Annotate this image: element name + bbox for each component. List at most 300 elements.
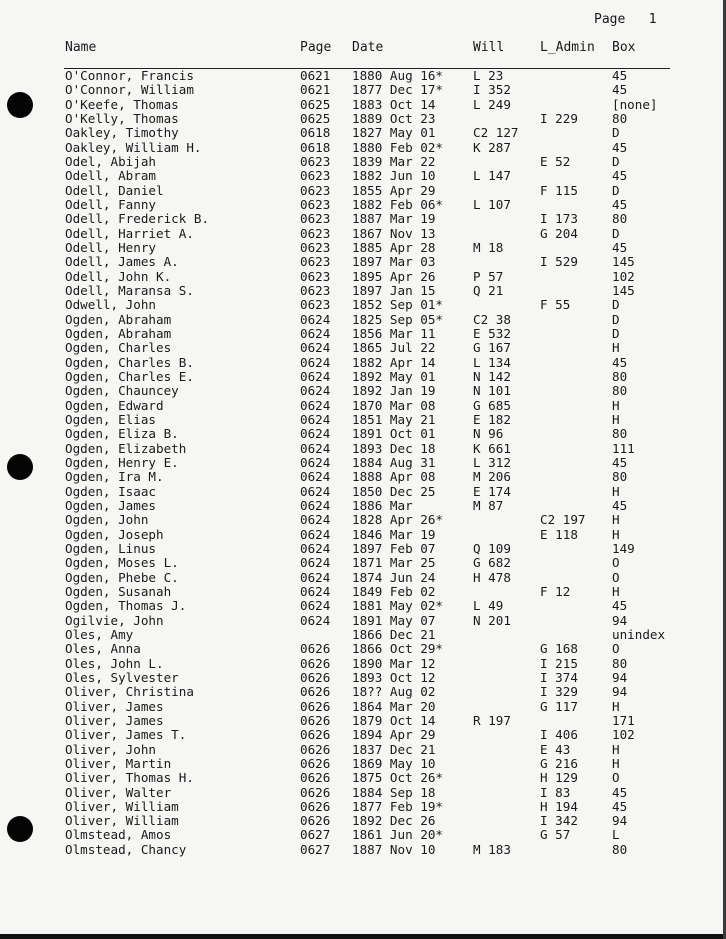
table-row xyxy=(0,556,726,570)
cell-will: L 134 xyxy=(473,354,511,370)
table-row xyxy=(0,399,726,413)
cell-name: Ogilvie, John xyxy=(65,612,164,628)
cell-admin: I 83 xyxy=(540,784,571,800)
cell-box: 80 xyxy=(612,426,628,442)
cell-box: 45 xyxy=(612,454,628,470)
header-admin: L_Admin xyxy=(540,40,595,55)
table-row xyxy=(0,126,726,140)
cell-page: 0627 xyxy=(300,827,331,843)
cell-box: L xyxy=(612,827,620,843)
cell-box: D xyxy=(612,325,620,341)
cell-admin: H 194 xyxy=(540,798,578,814)
cell-name: Olmstead, Chancy xyxy=(65,841,187,857)
cell-page: 0626 xyxy=(300,641,331,657)
cell-admin: F 12 xyxy=(540,583,571,599)
cell-box: 45 xyxy=(612,598,628,614)
cell-will: L 147 xyxy=(473,168,511,184)
cell-box: O xyxy=(612,641,620,657)
cell-date: 1828 Apr 26* xyxy=(352,512,443,528)
cell-admin: I 173 xyxy=(540,211,578,227)
cell-page: 0625 xyxy=(300,110,331,126)
cell-admin: F 55 xyxy=(540,297,571,313)
cell-will: M 183 xyxy=(473,841,511,857)
cell-date: 1877 Dec 17* xyxy=(352,82,443,98)
table-row xyxy=(0,714,726,728)
cell-date: 1890 Mar 12 xyxy=(352,655,436,671)
table-row xyxy=(0,485,726,499)
cell-date: 1892 May 01 xyxy=(352,368,436,384)
cell-will: L 49 xyxy=(473,598,504,614)
header-box: Box xyxy=(612,40,636,55)
cell-date: 1893 Oct 12 xyxy=(352,669,436,685)
cell-admin: E 118 xyxy=(540,526,578,542)
table-row xyxy=(0,542,726,556)
cell-name: Ogden, Abraham xyxy=(65,311,172,327)
cell-admin: I 342 xyxy=(540,813,578,829)
cell-box: 149 xyxy=(612,540,635,556)
table-row xyxy=(0,657,726,671)
table-row xyxy=(0,427,726,441)
cell-date: 1882 Feb 06* xyxy=(352,196,443,212)
cell-name: Olmstead, Amos xyxy=(65,827,172,843)
cell-date: 1839 Mar 22 xyxy=(352,153,436,169)
cell-date: 1893 Dec 18 xyxy=(352,440,436,456)
cell-page: 0624 xyxy=(300,612,331,628)
cell-name: Odell, Fanny xyxy=(65,196,156,212)
cell-date: 1885 Apr 28 xyxy=(352,239,436,255)
table-row xyxy=(0,814,726,828)
cell-will: C2 38 xyxy=(473,311,511,327)
cell-date: 1861 Jun 20* xyxy=(352,827,443,843)
cell-will: C2 127 xyxy=(473,125,519,141)
cell-page: 0623 xyxy=(300,168,331,184)
cell-date: 1882 Jun 10 xyxy=(352,168,436,184)
header-date: Date xyxy=(352,40,384,55)
table-row xyxy=(0,728,726,742)
table-row xyxy=(0,270,726,284)
table-row xyxy=(0,227,726,241)
table-row xyxy=(0,456,726,470)
cell-date: 1881 May 02* xyxy=(352,598,443,614)
cell-will: Q 109 xyxy=(473,540,511,556)
cell-page: 0626 xyxy=(300,798,331,814)
cell-box: O xyxy=(612,555,620,571)
cell-name: Odell, Abram xyxy=(65,168,156,184)
table-row xyxy=(0,843,726,857)
cell-name: Ogden, Joseph xyxy=(65,526,164,542)
cell-page: 0624 xyxy=(300,526,331,542)
cell-admin: C2 197 xyxy=(540,512,586,528)
cell-box: H xyxy=(612,583,620,599)
cell-box: 94 xyxy=(612,813,628,829)
cell-name: Oliver, Thomas H. xyxy=(65,770,194,786)
cell-name: Oliver, William xyxy=(65,798,179,814)
cell-name: Ogden, Elizabeth xyxy=(65,440,187,456)
cell-admin: H 129 xyxy=(540,770,578,786)
cell-date: 1888 Apr 08 xyxy=(352,469,436,485)
cell-date: 1866 Dec 21 xyxy=(352,626,436,642)
cell-box: 45 xyxy=(612,798,628,814)
cell-date: 1867 Nov 13 xyxy=(352,225,436,241)
cell-will: E 182 xyxy=(473,411,511,427)
cell-box: D xyxy=(612,182,620,198)
cell-page: 0624 xyxy=(300,426,331,442)
cell-page: 0624 xyxy=(300,340,331,356)
cell-admin: G 168 xyxy=(540,641,578,657)
table-row xyxy=(0,98,726,112)
cell-admin: E 43 xyxy=(540,741,571,757)
cell-box: 80 xyxy=(612,368,628,384)
cell-box: 145 xyxy=(612,254,635,270)
table-row xyxy=(0,585,726,599)
cell-name: Oliver, James T. xyxy=(65,727,187,743)
cell-page: 0626 xyxy=(300,784,331,800)
cell-name: Ogden, Isaac xyxy=(65,483,156,499)
cell-date: 1846 Mar 19 xyxy=(352,526,436,542)
cell-box: H xyxy=(612,741,620,757)
cell-name: Oles, Anna xyxy=(65,641,141,657)
cell-page: 0624 xyxy=(300,354,331,370)
cell-will: M 206 xyxy=(473,469,511,485)
cell-page: 0624 xyxy=(300,411,331,427)
cell-admin: I 406 xyxy=(540,727,578,743)
cell-date: 1880 Feb 02* xyxy=(352,139,443,155)
cell-box: H xyxy=(612,483,620,499)
cell-date: 1897 Feb 07 xyxy=(352,540,436,556)
cell-date: 1849 Feb 02 xyxy=(352,583,436,599)
cell-box: H xyxy=(612,698,620,714)
table-row xyxy=(0,356,726,370)
cell-name: Ogden, Chauncey xyxy=(65,383,179,399)
cell-date: 1850 Dec 25 xyxy=(352,483,436,499)
cell-box: 171 xyxy=(612,712,635,728)
cell-box: 45 xyxy=(612,497,628,513)
cell-name: Ogden, Edward xyxy=(65,397,164,413)
table-row xyxy=(0,528,726,542)
cell-date: 1884 Aug 31 xyxy=(352,454,436,470)
cell-will: E 532 xyxy=(473,325,511,341)
cell-page: 0624 xyxy=(300,483,331,499)
cell-page: 0624 xyxy=(300,512,331,528)
cell-date: 1852 Sep 01* xyxy=(352,297,443,313)
cell-name: Oakley, William H. xyxy=(65,139,202,155)
cell-will: K 287 xyxy=(473,139,511,155)
cell-page: 0623 xyxy=(300,225,331,241)
cell-page: 0624 xyxy=(300,469,331,485)
cell-page: 0623 xyxy=(300,196,331,212)
table-row xyxy=(0,155,726,169)
cell-date: 1884 Sep 18 xyxy=(352,784,436,800)
cell-date: 1882 Apr 14 xyxy=(352,354,436,370)
table-row xyxy=(0,413,726,427)
cell-will: E 174 xyxy=(473,483,511,499)
cell-page: 0624 xyxy=(300,311,331,327)
cell-date: 1864 Mar 20 xyxy=(352,698,436,714)
table-row xyxy=(0,571,726,585)
cell-date: 1891 May 07 xyxy=(352,612,436,628)
cell-admin: G 57 xyxy=(540,827,571,843)
cell-admin: F 115 xyxy=(540,182,578,198)
page-number: Page 1 xyxy=(594,12,657,27)
cell-date: 1892 Jan 19 xyxy=(352,383,436,399)
cell-date: 18?? Aug 02 xyxy=(352,684,436,700)
cell-will: R 197 xyxy=(473,712,511,728)
cell-name: Odell, Maransa S. xyxy=(65,282,194,298)
table-row xyxy=(0,241,726,255)
cell-name: Ogden, Charles xyxy=(65,340,172,356)
cell-date: 1874 Jun 24 xyxy=(352,569,436,585)
cell-date: 1897 Mar 03 xyxy=(352,254,436,270)
cell-page: 0623 xyxy=(300,211,331,227)
table-row xyxy=(0,255,726,269)
cell-box: 80 xyxy=(612,841,628,857)
cell-page: 0624 xyxy=(300,598,331,614)
cell-date: 1877 Feb 19* xyxy=(352,798,443,814)
cell-box: H xyxy=(612,512,620,528)
cell-will: N 142 xyxy=(473,368,511,384)
cell-name: Oles, Amy xyxy=(65,626,134,642)
cell-box: 94 xyxy=(612,684,628,700)
table-row xyxy=(0,212,726,226)
cell-admin: G 204 xyxy=(540,225,578,241)
cell-will: L 312 xyxy=(473,454,511,470)
cell-page: 0618 xyxy=(300,139,331,155)
header-will: Will xyxy=(473,40,505,55)
cell-date: 1891 Oct 01 xyxy=(352,426,436,442)
cell-name: Odell, Harriet A. xyxy=(65,225,194,241)
cell-page: 0624 xyxy=(300,497,331,513)
cell-name: Oakley, Timothy xyxy=(65,125,179,141)
cell-admin: E 52 xyxy=(540,153,571,169)
cell-page: 0623 xyxy=(300,297,331,313)
cell-name: Oliver, John xyxy=(65,741,156,757)
cell-date: 1837 Dec 21 xyxy=(352,741,436,757)
cell-date: 1856 Mar 11 xyxy=(352,325,436,341)
cell-page: 0623 xyxy=(300,268,331,284)
cell-page: 0624 xyxy=(300,368,331,384)
cell-admin: I 215 xyxy=(540,655,578,671)
cell-box: 94 xyxy=(612,669,628,685)
cell-box: 45 xyxy=(612,68,628,83)
table-row xyxy=(0,141,726,155)
table-row xyxy=(0,642,726,656)
header-name: Name xyxy=(65,40,97,55)
cell-box: 45 xyxy=(612,784,628,800)
cell-name: O'Connor, William xyxy=(65,82,194,98)
cell-box: 80 xyxy=(612,110,628,126)
cell-will: G 685 xyxy=(473,397,511,413)
cell-name: Odwell, John xyxy=(65,297,156,313)
cell-page: 0624 xyxy=(300,454,331,470)
cell-admin: I 529 xyxy=(540,254,578,270)
cell-box: 145 xyxy=(612,282,635,298)
cell-will: L 23 xyxy=(473,68,504,83)
cell-date: 1887 Nov 10 xyxy=(352,841,436,857)
cell-name: Ogden, Ira M. xyxy=(65,469,164,485)
cell-admin: G 117 xyxy=(540,698,578,714)
table-row xyxy=(0,384,726,398)
cell-box: 45 xyxy=(612,354,628,370)
cell-box: 45 xyxy=(612,139,628,155)
cell-name: Ogden, Eliza B. xyxy=(65,426,179,442)
table-row xyxy=(0,442,726,456)
cell-page: 0623 xyxy=(300,153,331,169)
table-row xyxy=(0,327,726,341)
cell-box: O xyxy=(612,770,620,786)
cell-will: M 87 xyxy=(473,497,504,513)
table-row xyxy=(0,743,726,757)
cell-box: D xyxy=(612,311,620,327)
table-row xyxy=(0,341,726,355)
cell-will: L 107 xyxy=(473,196,511,212)
cell-name: Ogden, Abraham xyxy=(65,325,172,341)
cell-admin: I 229 xyxy=(540,110,578,126)
cell-will: I 352 xyxy=(473,82,511,98)
cell-name: Ogden, Thomas J. xyxy=(65,598,187,614)
cell-will: G 682 xyxy=(473,555,511,571)
cell-box: H xyxy=(612,397,620,413)
cell-will: L 249 xyxy=(473,96,511,112)
table-row xyxy=(0,298,726,312)
cell-box: 80 xyxy=(612,655,628,671)
cell-page: 0624 xyxy=(300,583,331,599)
cell-name: Oliver, Christina xyxy=(65,684,194,700)
cell-date: 1894 Apr 29 xyxy=(352,727,436,743)
cell-page: 0623 xyxy=(300,254,331,270)
cell-will: K 661 xyxy=(473,440,511,456)
cell-name: Ogden, Phebe C. xyxy=(65,569,179,585)
cell-page: 0626 xyxy=(300,684,331,700)
cell-name: Ogden, Charles E. xyxy=(65,368,194,384)
cell-date: 1895 Apr 26 xyxy=(352,268,436,284)
cell-box: 102 xyxy=(612,727,635,743)
cell-page: 0621 xyxy=(300,82,331,98)
cell-box: 80 xyxy=(612,383,628,399)
table-row xyxy=(0,800,726,814)
table-row xyxy=(0,513,726,527)
cell-date: 1855 Apr 29 xyxy=(352,182,436,198)
scan-edge-bottom xyxy=(0,934,726,939)
cell-will: H 478 xyxy=(473,569,511,585)
cell-name: Oles, Sylvester xyxy=(65,669,179,685)
cell-date: 1827 May 01 xyxy=(352,125,436,141)
table-row xyxy=(0,69,726,83)
cell-box: D xyxy=(612,125,620,141)
cell-name: Odell, John K. xyxy=(65,268,172,284)
cell-date: 1897 Jan 15 xyxy=(352,282,436,298)
cell-box: 94 xyxy=(612,612,628,628)
table-row xyxy=(0,112,726,126)
cell-page: 0624 xyxy=(300,325,331,341)
cell-page: 0626 xyxy=(300,813,331,829)
cell-name: Oliver, Walter xyxy=(65,784,172,800)
table-row xyxy=(0,284,726,298)
cell-page: 0626 xyxy=(300,727,331,743)
cell-will: G 167 xyxy=(473,340,511,356)
cell-name: Odell, Henry xyxy=(65,239,156,255)
cell-name: Ogden, Henry E. xyxy=(65,454,179,470)
table-row xyxy=(0,599,726,613)
cell-name: Ogden, Linus xyxy=(65,540,156,556)
cell-page: 0627 xyxy=(300,841,331,857)
cell-page: 0626 xyxy=(300,741,331,757)
table-row xyxy=(0,671,726,685)
cell-name: Ogden, Charles B. xyxy=(65,354,194,370)
cell-box: H xyxy=(612,340,620,356)
cell-name: Ogden, Elias xyxy=(65,411,156,427)
table-row xyxy=(0,828,726,842)
table-row xyxy=(0,786,726,800)
cell-admin: I 329 xyxy=(540,684,578,700)
cell-date: 1887 Mar 19 xyxy=(352,211,436,227)
table-row xyxy=(0,628,726,642)
cell-name: Odel, Abijah xyxy=(65,153,156,169)
cell-date: 1866 Oct 29* xyxy=(352,641,443,657)
cell-page: 0624 xyxy=(300,569,331,585)
cell-will: Q 21 xyxy=(473,282,504,298)
cell-name: Oliver, William xyxy=(65,813,179,829)
table-row xyxy=(0,757,726,771)
table-row xyxy=(0,184,726,198)
cell-name: Ogden, Moses L. xyxy=(65,555,179,571)
table-row xyxy=(0,614,726,628)
cell-date: 1825 Sep 05* xyxy=(352,311,443,327)
cell-page: 0623 xyxy=(300,239,331,255)
table-row xyxy=(0,470,726,484)
cell-box: D xyxy=(612,297,620,313)
table-row xyxy=(0,771,726,785)
cell-page: 0621 xyxy=(300,68,331,83)
cell-will: N 101 xyxy=(473,383,511,399)
cell-box: 45 xyxy=(612,168,628,184)
cell-box: 111 xyxy=(612,440,635,456)
cell-date: 1870 Mar 08 xyxy=(352,397,436,413)
cell-page: 0624 xyxy=(300,397,331,413)
cell-name: Oliver, Martin xyxy=(65,755,172,771)
cell-date: 1875 Oct 26* xyxy=(352,770,443,786)
cell-date: 1865 Jul 22 xyxy=(352,340,436,356)
cell-date: 1871 Mar 25 xyxy=(352,555,436,571)
cell-name: Odell, James A. xyxy=(65,254,179,270)
cell-name: O'Keefe, Thomas xyxy=(65,96,179,112)
cell-page: 0624 xyxy=(300,383,331,399)
cell-will: P 57 xyxy=(473,268,504,284)
cell-page: 0626 xyxy=(300,770,331,786)
cell-box: 45 xyxy=(612,239,628,255)
table-row xyxy=(0,685,726,699)
table-row xyxy=(0,198,726,212)
cell-date: 1883 Oct 14 xyxy=(352,96,436,112)
cell-date: 1879 Oct 14 xyxy=(352,712,436,728)
cell-will: M 18 xyxy=(473,239,504,255)
cell-box: O xyxy=(612,569,620,585)
cell-admin: I 374 xyxy=(540,669,578,685)
cell-name: Odell, Frederick B. xyxy=(65,211,210,227)
cell-box: H xyxy=(612,526,620,542)
cell-page: 0624 xyxy=(300,540,331,556)
cell-date: 1886 Mar xyxy=(352,497,413,513)
cell-page: 0623 xyxy=(300,282,331,298)
table-row xyxy=(0,370,726,384)
table-row xyxy=(0,313,726,327)
table-row xyxy=(0,169,726,183)
cell-name: Oliver, James xyxy=(65,712,164,728)
cell-box: 45 xyxy=(612,82,628,98)
cell-will: N 96 xyxy=(473,426,504,442)
cell-name: Ogden, Susanah xyxy=(65,583,172,599)
cell-page: 0623 xyxy=(300,182,331,198)
cell-date: 1880 Aug 16* xyxy=(352,68,443,83)
